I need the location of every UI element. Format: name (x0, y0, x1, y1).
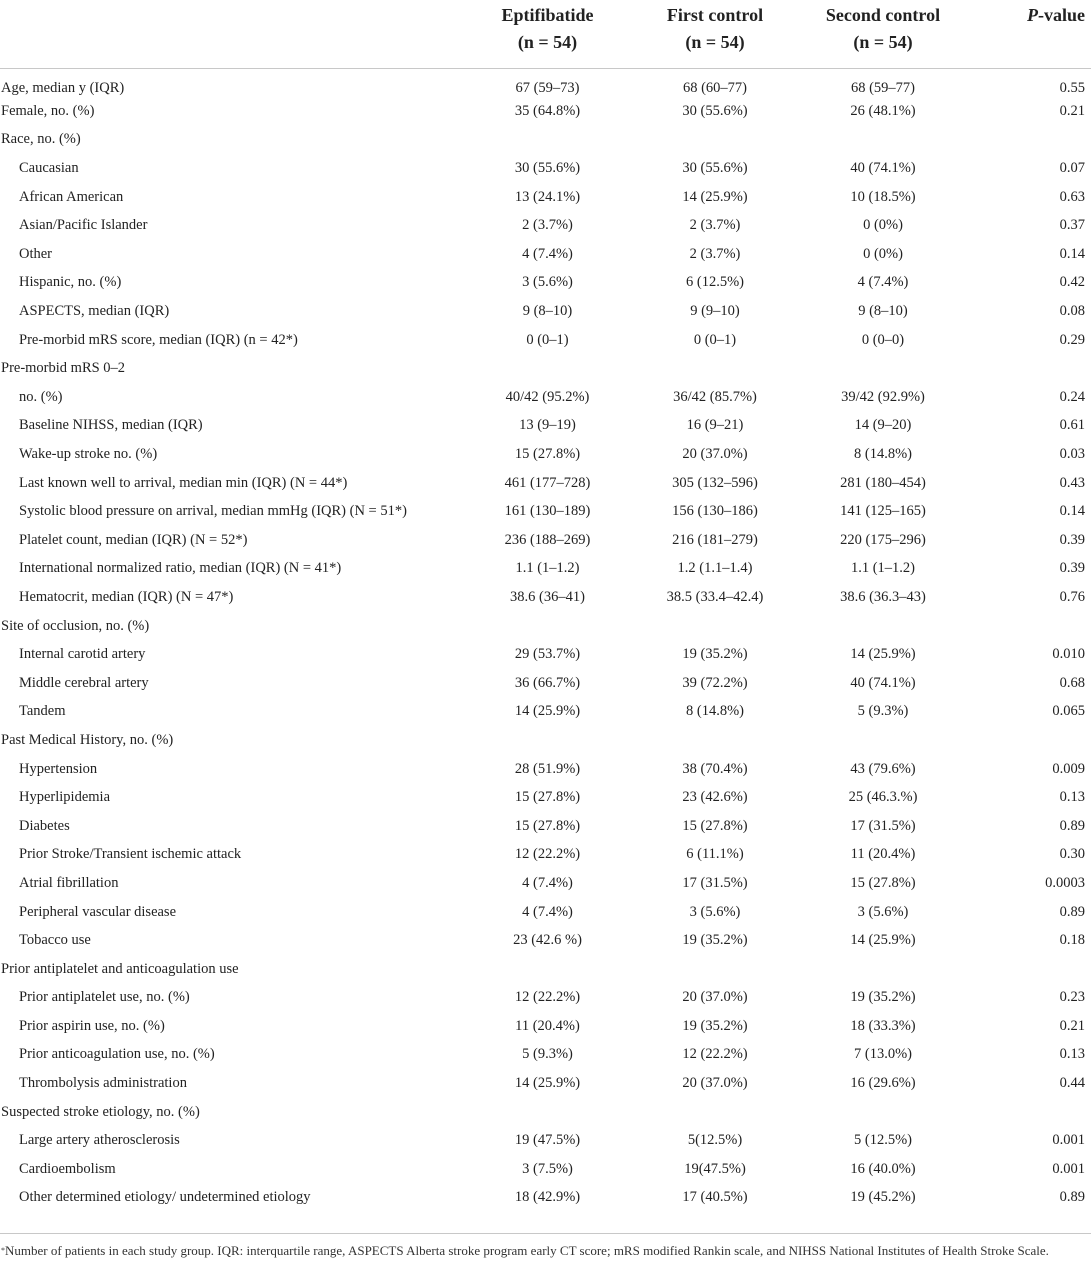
footnote-marker: * (1, 1246, 5, 1255)
table-row (0, 984, 1091, 1013)
p-value: 0.13 (1059, 789, 1085, 806)
table-row (0, 526, 1091, 555)
first-control-value: 1.2 (1.1–1.4) (677, 560, 753, 577)
row-label: African American (19, 188, 124, 205)
second-control-value: 141 (125–165) (840, 503, 926, 520)
p-value: 0.010 (1052, 646, 1085, 663)
table-row (0, 783, 1091, 812)
first-control-value: 17 (40.5%) (682, 1189, 748, 1206)
eptifibatide-value: 0 (0–1) (526, 331, 569, 348)
first-control-value: 8 (14.8%) (686, 703, 744, 720)
first-control-value: 305 (132–596) (672, 474, 758, 491)
table-row (0, 555, 1091, 584)
eptifibatide-value: 4 (7.4%) (522, 874, 573, 891)
table-footnote (1, 1241, 1086, 1260)
first-control-value (640, 126, 790, 155)
row-label: Hematocrit, median (IQR) (N = 47*) (19, 588, 234, 605)
eptifibatide-value: 461 (177–728) (504, 474, 591, 491)
row-label: Prior aspirin use, no. (%) (19, 1017, 165, 1034)
first-control-value: 0 (0–1) (693, 331, 737, 348)
p-value: 0.08 (1059, 303, 1085, 320)
row-label: Platelet count, median (IQR) (N = 52*) (19, 531, 248, 548)
eptifibatide-value: 236 (188–269) (504, 531, 591, 548)
second-control-value (790, 354, 976, 383)
table-row (0, 898, 1091, 927)
p-value (976, 612, 1091, 641)
second-control-value: 281 (180–454) (840, 474, 926, 491)
row-label: Hyperlipidemia (19, 789, 111, 806)
first-control-value: 23 (42.6%) (682, 789, 748, 806)
first-control-value: 9 (9–10) (690, 303, 740, 320)
p-value (976, 354, 1091, 383)
first-control-value: 12 (22.2%) (682, 1046, 748, 1063)
header-p-value (976, 0, 1091, 69)
second-control-value: 14 (9–20) (854, 417, 912, 434)
second-control-value: 0 (0%) (863, 217, 903, 234)
p-value: 0.23 (1059, 989, 1085, 1006)
p-value: 0.39 (1059, 560, 1085, 577)
second-control-value: 5 (9.3%) (857, 703, 909, 720)
first-control-value: 19 (35.2%) (682, 646, 748, 663)
p-value: 0.29 (1059, 331, 1085, 348)
header-p-rest: -value (1038, 5, 1085, 25)
table-row (0, 1098, 1091, 1127)
p-value: 0.89 (1059, 903, 1085, 920)
eptifibatide-value: 29 (53.7%) (514, 646, 581, 663)
second-control-value: 40 (74.1%) (850, 674, 916, 691)
table-row (0, 926, 1091, 955)
row-label: Other determined etiology/ undetermined etiology (19, 1189, 311, 1206)
first-control-value: 19 (35.2%) (682, 1017, 748, 1034)
table-row (0, 354, 1091, 383)
header-eptifibatide (455, 0, 640, 69)
second-control-value: 68 (59–77) (850, 79, 916, 96)
p-value: 0.39 (1059, 531, 1085, 548)
second-control-value: 16 (40.0%) (850, 1160, 916, 1177)
first-control-value: 14 (25.9%) (682, 188, 748, 205)
p-value (976, 726, 1091, 755)
eptifibatide-value: 4 (7.4%) (522, 903, 573, 920)
table-row (0, 497, 1091, 526)
first-control-value: 15 (27.8%) (682, 817, 748, 834)
eptifibatide-value: 19 (47.5%) (514, 1132, 581, 1149)
row-label: Thrombolysis administration (19, 1075, 187, 1092)
p-value: 0.37 (1059, 217, 1085, 234)
first-control-value (640, 612, 790, 641)
first-control-value: 216 (181–279) (672, 531, 758, 548)
row-label: Hypertension (19, 760, 98, 777)
row-label: Age, median y (IQR) (1, 79, 125, 96)
first-control-value: 38 (70.4%) (682, 760, 748, 777)
header-blank (0, 0, 455, 69)
eptifibatide-value: 3 (5.6%) (522, 274, 573, 291)
first-control-value: 5(12.5%) (687, 1132, 743, 1149)
eptifibatide-value (455, 955, 640, 984)
p-value: 0.18 (1059, 932, 1085, 949)
first-control-value: 17 (31.5%) (682, 874, 748, 891)
table-row (0, 583, 1091, 612)
table-row (0, 297, 1091, 326)
header-eptifibatide-n: (n = 54) (517, 32, 578, 52)
second-control-value: 0 (0–0) (861, 331, 905, 348)
header-first-control (640, 0, 790, 69)
second-control-value: 220 (175–296) (840, 531, 926, 548)
eptifibatide-value: 35 (64.8%) (514, 102, 581, 119)
eptifibatide-value: 15 (27.8%) (514, 789, 581, 806)
p-value: 0.68 (1059, 674, 1085, 691)
row-label: Systolic blood pressure on arrival, median mmHg (IQR) (N = 51*) (19, 503, 407, 520)
table-row (0, 240, 1091, 269)
table-row (0, 1012, 1091, 1041)
first-control-value: 156 (130–186) (672, 503, 758, 520)
row-label: Pre-morbid mRS score, median (IQR) (n = 42*) (19, 331, 298, 348)
row-label: Middle cerebral artery (19, 674, 149, 691)
eptifibatide-value (455, 612, 640, 641)
p-value: 0.21 (1059, 1017, 1085, 1034)
table-row (0, 469, 1091, 498)
row-label: Hispanic, no. (%) (19, 274, 122, 291)
first-control-value (640, 955, 790, 984)
first-control-value: 19 (35.2%) (682, 932, 748, 949)
table-row (0, 154, 1091, 183)
table-row (0, 755, 1091, 784)
row-label: Site of occlusion, no. (%) (1, 617, 150, 634)
first-control-value: 6 (11.1%) (686, 846, 744, 863)
row-label: Pre-morbid mRS 0–2 (1, 360, 126, 377)
table-row (0, 612, 1091, 641)
header-second-control-n: (n = 54) (853, 32, 913, 52)
table-row (0, 211, 1091, 240)
p-value: 0.21 (1059, 102, 1085, 119)
table-row (0, 869, 1091, 898)
first-control-value: 2 (3.7%) (689, 245, 741, 262)
table-row (0, 97, 1091, 126)
p-value: 0.44 (1059, 1075, 1085, 1092)
eptifibatide-value: 13 (24.1%) (514, 188, 581, 205)
eptifibatide-value: 1.1 (1–1.2) (515, 560, 580, 577)
row-label: Peripheral vascular disease (19, 903, 177, 920)
table-row (0, 383, 1091, 412)
row-label: Other (19, 245, 53, 262)
eptifibatide-value: 23 (42.6 %) (513, 932, 582, 949)
second-control-value (790, 726, 976, 755)
p-value: 0.001 (1052, 1132, 1085, 1149)
row-label: no. (%) (19, 388, 63, 405)
header-first-control-n: (n = 54) (685, 32, 745, 52)
p-value (976, 1098, 1091, 1127)
p-value (976, 126, 1091, 155)
first-control-value: 20 (37.0%) (682, 446, 748, 463)
row-label: Prior antiplatelet and anticoagulation use (1, 960, 239, 977)
first-control-value: 6 (12.5%) (686, 274, 744, 291)
p-value: 0.55 (1059, 79, 1085, 96)
second-control-value: 8 (14.8%) (854, 446, 912, 463)
p-value: 0.13 (1059, 1046, 1085, 1063)
row-label: Prior antiplatelet use, no. (%) (19, 989, 190, 1006)
p-value: 0.30 (1059, 846, 1085, 863)
p-value: 0.24 (1059, 388, 1085, 405)
eptifibatide-value: 30 (55.6%) (514, 160, 581, 177)
first-control-value (640, 354, 790, 383)
second-control-value: 5 (12.5%) (854, 1132, 912, 1149)
header-eptifibatide-label: Eptifibatide (501, 5, 594, 25)
header-first-control-label: First control (666, 5, 764, 25)
eptifibatide-value: 5 (9.3%) (522, 1046, 573, 1063)
table-row (0, 1155, 1091, 1184)
eptifibatide-value: 67 (59–73) (515, 79, 580, 96)
header-p-italic: P (1027, 5, 1038, 25)
row-label: Prior Stroke/Transient ischemic attack (19, 846, 242, 863)
second-control-value: 25 (46.3.%) (848, 789, 918, 806)
eptifibatide-value: 15 (27.8%) (514, 446, 581, 463)
row-label: Past Medical History, no. (%) (1, 731, 174, 748)
row-label: Cardioembolism (19, 1160, 116, 1177)
eptifibatide-value: 4 (7.4%) (522, 245, 573, 262)
table-row (0, 726, 1091, 755)
header-second-control-label: Second control (825, 5, 941, 25)
table-row (0, 698, 1091, 727)
row-label: Suspected stroke etiology, no. (%) (1, 1103, 200, 1120)
p-value: 0.009 (1052, 760, 1085, 777)
first-control-value: 20 (37.0%) (682, 989, 748, 1006)
row-label: Baseline NIHSS, median (IQR) (19, 417, 203, 434)
row-label: International normalized ratio, median (IQR) (N = 41*) (19, 560, 342, 577)
p-value: 0.14 (1059, 503, 1085, 520)
row-label: Atrial fibrillation (19, 874, 119, 891)
row-label: Wake-up stroke no. (%) (19, 446, 158, 463)
table-row (0, 1126, 1091, 1155)
second-control-value (790, 612, 976, 641)
second-control-value: 14 (25.9%) (850, 646, 916, 663)
second-control-value: 19 (45.2%) (850, 1189, 916, 1206)
eptifibatide-value: 12 (22.2%) (514, 846, 581, 863)
second-control-value: 4 (7.4%) (857, 274, 909, 291)
row-label: Internal carotid artery (19, 646, 146, 663)
first-control-value: 3 (5.6%) (689, 903, 741, 920)
table-row (0, 326, 1091, 355)
eptifibatide-value: 3 (7.5%) (522, 1160, 573, 1177)
table-bottom-rule (0, 1233, 1091, 1234)
eptifibatide-value: 14 (25.9%) (514, 703, 581, 720)
p-value (976, 955, 1091, 984)
table-row (0, 669, 1091, 698)
second-control-value: 38.6 (36.3–43) (840, 588, 926, 605)
table-row (0, 1184, 1091, 1213)
first-control-value: 30 (55.6%) (682, 102, 748, 119)
eptifibatide-value: 12 (22.2%) (514, 989, 581, 1006)
p-value: 0.14 (1059, 245, 1085, 262)
row-label: Tobacco use (19, 932, 91, 949)
second-control-value: 10 (18.5%) (850, 188, 916, 205)
first-control-value: 19(47.5%) (684, 1160, 746, 1177)
row-label: Last known well to arrival, median min (IQR) (N = 44*) (19, 474, 348, 491)
first-control-value (640, 726, 790, 755)
second-control-value: 0 (0%) (863, 245, 903, 262)
second-control-value: 16 (29.6%) (850, 1075, 916, 1092)
eptifibatide-value (455, 726, 640, 755)
table-row (0, 1069, 1091, 1098)
table-header (0, 0, 1091, 69)
eptifibatide-value: 9 (8–10) (522, 303, 573, 320)
p-value: 0.89 (1059, 817, 1085, 834)
row-label: Female, no. (%) (1, 102, 95, 119)
eptifibatide-value (455, 126, 640, 155)
second-control-value: 39/42 (92.9%) (841, 388, 925, 405)
second-control-value: 43 (79.6%) (850, 760, 916, 777)
p-value: 0.43 (1059, 474, 1085, 491)
p-value: 0.001 (1052, 1160, 1085, 1177)
second-control-value: 7 (13.0%) (854, 1046, 912, 1063)
row-label: Diabetes (19, 817, 70, 834)
p-value: 0.07 (1059, 160, 1085, 177)
first-control-value: 36/42 (85.7%) (673, 388, 757, 405)
p-value: 0.63 (1059, 188, 1085, 205)
second-control-value: 18 (33.3%) (850, 1017, 916, 1034)
eptifibatide-value: 13 (9–19) (519, 417, 576, 434)
second-control-value: 9 (8–10) (858, 303, 908, 320)
p-value: 0.03 (1059, 446, 1085, 463)
second-control-value: 17 (31.5%) (850, 817, 916, 834)
table-row (0, 183, 1091, 212)
eptifibatide-value: 15 (27.8%) (514, 817, 581, 834)
row-label: Caucasian (19, 160, 79, 177)
table-row (0, 1041, 1091, 1070)
first-control-value: 68 (60–77) (682, 79, 748, 96)
second-control-value (790, 1098, 976, 1127)
p-value: 0.61 (1059, 417, 1085, 434)
row-label: Race, no. (%) (1, 131, 81, 148)
row-label: ASPECTS, median (IQR) (19, 303, 170, 320)
row-label: Asian/Pacific Islander (19, 217, 148, 234)
header-second-control (790, 0, 976, 69)
second-control-value: 26 (48.1%) (850, 102, 916, 119)
first-control-value: 16 (9–21) (686, 417, 744, 434)
row-label: Prior anticoagulation use, no. (%) (19, 1046, 215, 1063)
p-value: 0.0003 (1045, 874, 1085, 891)
eptifibatide-value (455, 1098, 640, 1127)
eptifibatide-value: 161 (130–189) (504, 503, 591, 520)
second-control-value: 11 (20.4%) (850, 846, 916, 863)
eptifibatide-value: 2 (3.7%) (522, 217, 573, 234)
table-row (0, 955, 1091, 984)
second-control-value: 19 (35.2%) (850, 989, 916, 1006)
second-control-value: 1.1 (1–1.2) (850, 560, 916, 577)
table-row (0, 269, 1091, 298)
eptifibatide-value: 18 (42.9%) (514, 1189, 581, 1206)
first-control-value: 30 (55.6%) (682, 160, 748, 177)
second-control-value (790, 126, 976, 155)
footnote-text: Number of patients in each study group. IQR: interquartile range, ASPECTS Alberta stroke program early CT score; mRS modified Rankin scale, and NIHSS National Institutes of Health Stroke Scale. (5, 1243, 1049, 1258)
table-row (0, 841, 1091, 870)
eptifibatide-value: 38.6 (36–41) (510, 588, 585, 605)
second-control-value: 40 (74.1%) (850, 160, 916, 177)
first-control-value: 39 (72.2%) (682, 674, 748, 691)
row-label: Tandem (19, 703, 66, 720)
p-value: 0.89 (1059, 1189, 1085, 1206)
second-control-value: 14 (25.9%) (850, 932, 916, 949)
first-control-value: 2 (3.7%) (689, 217, 741, 234)
eptifibatide-value: 28 (51.9%) (514, 760, 581, 777)
p-value: 0.76 (1059, 588, 1085, 605)
second-control-value: 3 (5.6%) (857, 903, 909, 920)
table-row (0, 69, 1091, 98)
first-control-value (640, 1098, 790, 1127)
first-control-value: 20 (37.0%) (682, 1075, 748, 1092)
table-body (0, 69, 1091, 1213)
row-label: Large artery atherosclerosis (19, 1132, 180, 1149)
table-row (0, 440, 1091, 469)
first-control-value: 38.5 (33.4–42.4) (666, 588, 764, 605)
table-row (0, 412, 1091, 441)
eptifibatide-value: 11 (20.4%) (515, 1017, 580, 1034)
table-row (0, 126, 1091, 155)
p-value: 0.42 (1059, 274, 1085, 291)
second-control-value (790, 955, 976, 984)
eptifibatide-value: 40/42 (95.2%) (505, 388, 590, 405)
table-row (0, 640, 1091, 669)
p-value: 0.065 (1052, 703, 1085, 720)
eptifibatide-value: 36 (66.7%) (514, 674, 581, 691)
second-control-value: 15 (27.8%) (850, 874, 916, 891)
table-row (0, 812, 1091, 841)
eptifibatide-value (455, 354, 640, 383)
eptifibatide-value: 14 (25.9%) (514, 1075, 581, 1092)
